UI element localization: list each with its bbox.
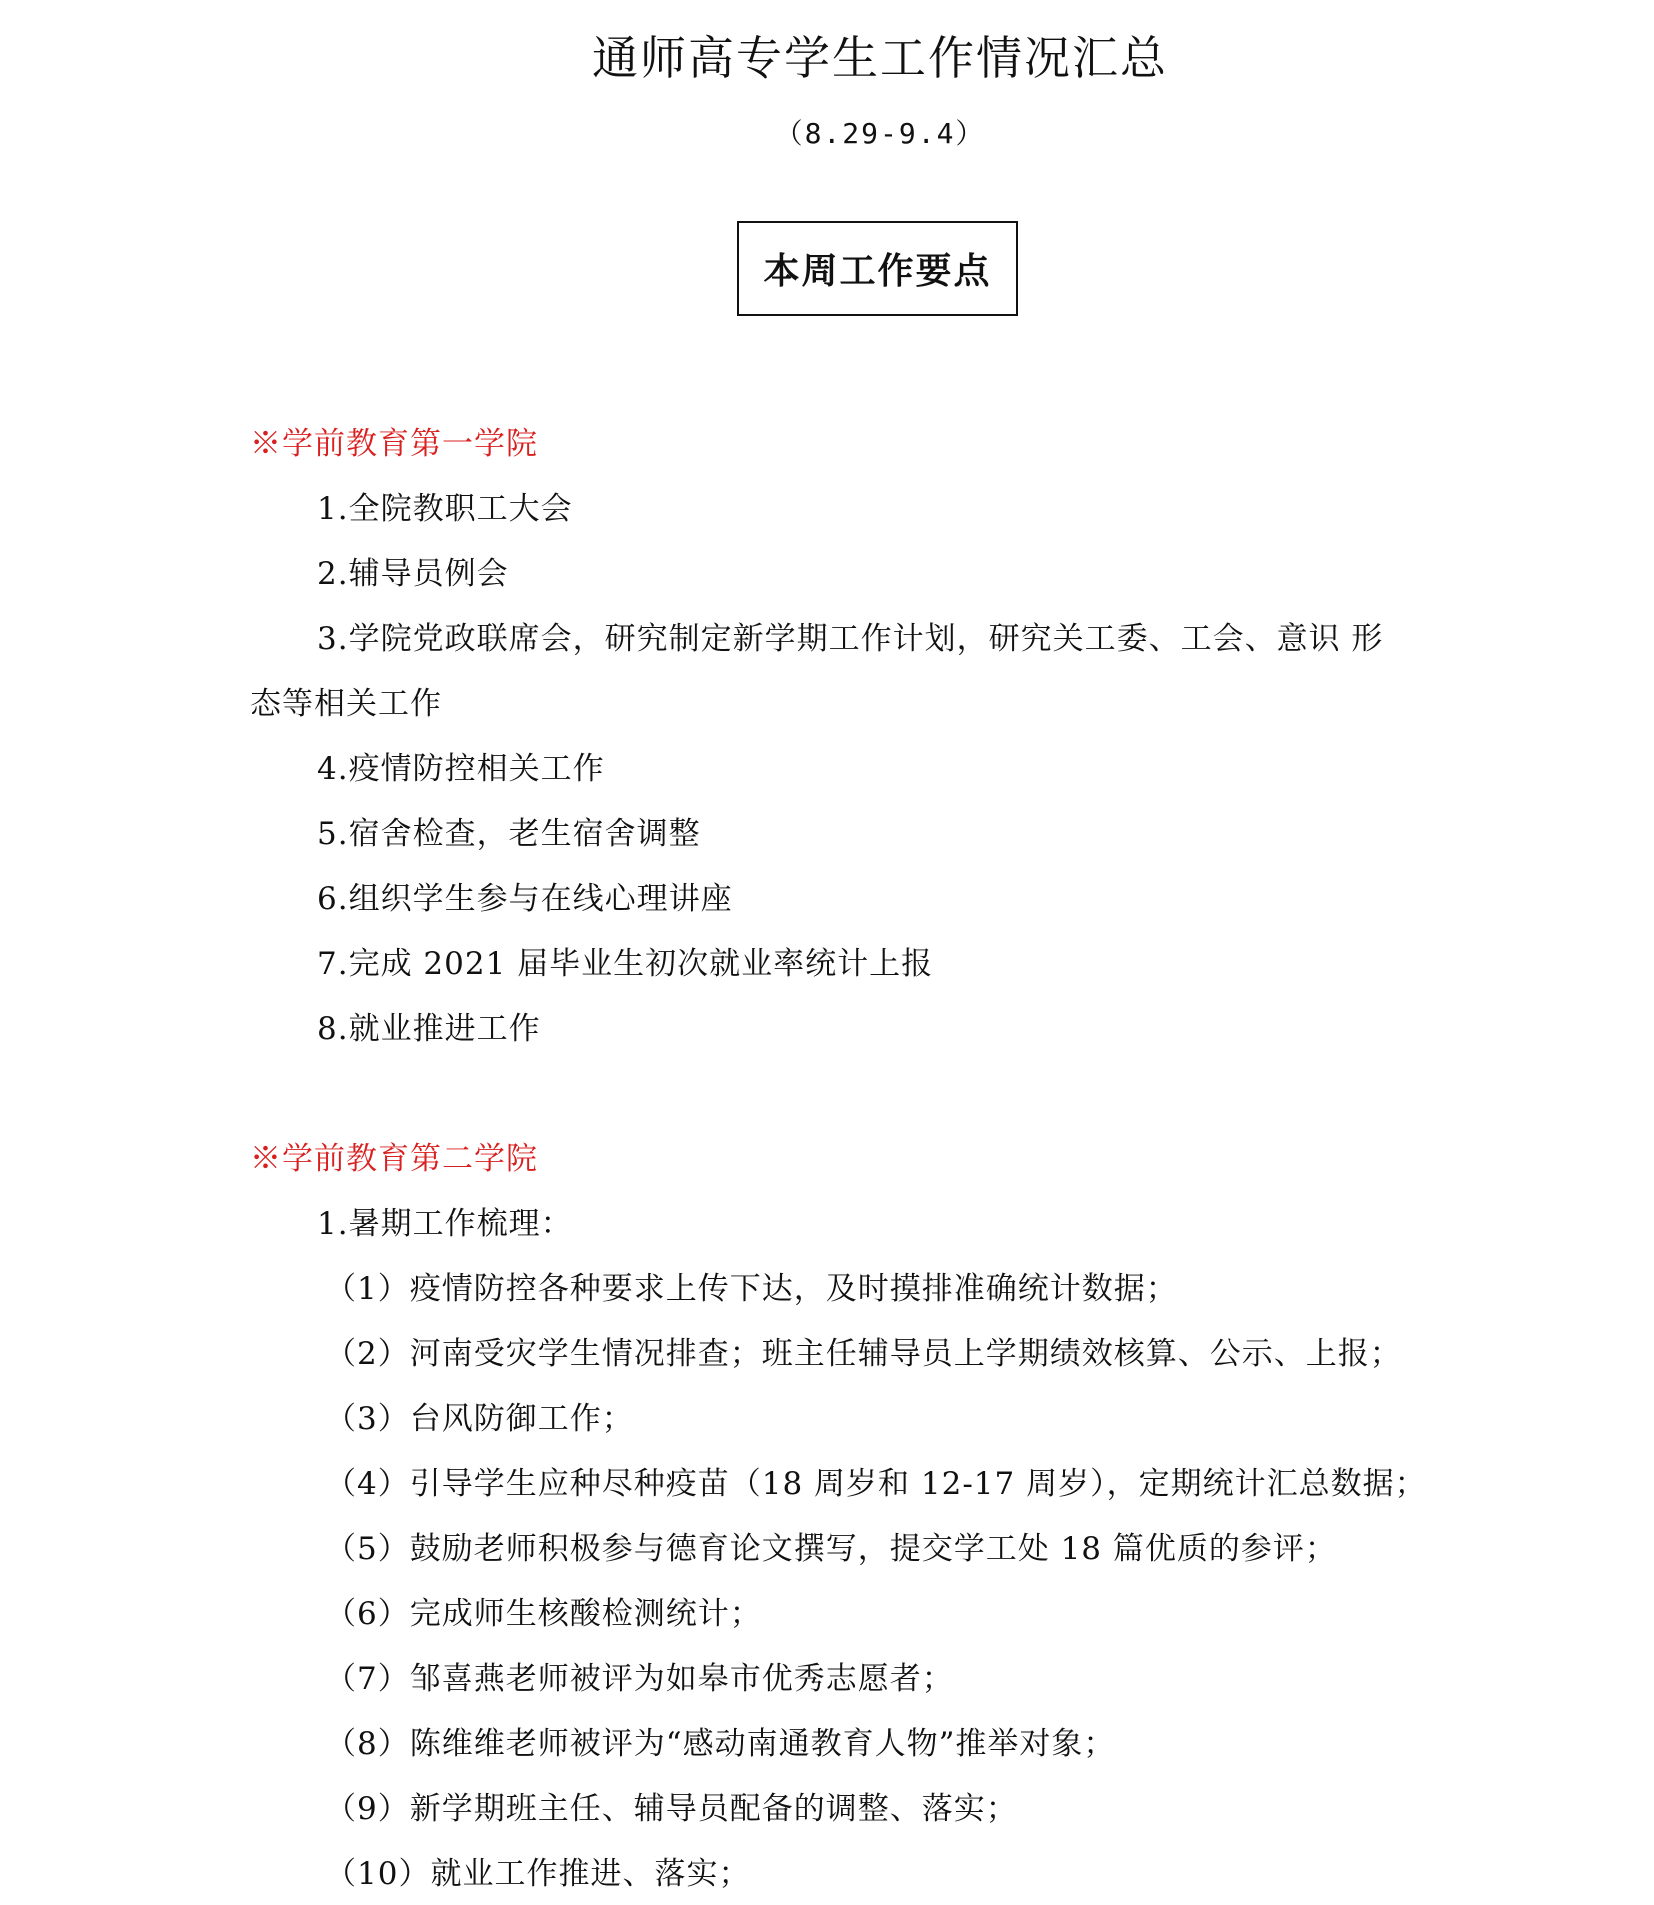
list-item: 2.辅导员例会 [317,556,509,592]
section-heading-college-2: ※学前教育第二学院 [250,1141,538,1177]
list-subitem: （4）引导学生应种尽种疫苗（18 周岁和 12-17 周岁），定期统计汇总数据； [325,1466,1427,1502]
list-subitem: （5）鼓励老师积极参与德育论文撰写，提交学工处 18 篇优质的参评； [325,1531,1337,1567]
list-subitem: （8）陈维维老师被评为“感动南通教育人物”推举对象； [325,1726,1116,1762]
section-heading-college-1: ※学前教育第一学院 [250,426,538,462]
list-item: 1.暑期工作梳理： [317,1206,573,1242]
list-item: 3.学院党政联席会，研究制定新学期工作计划，研究关工委、工会、意识 形 [317,621,1384,657]
list-subitem: （10）就业工作推进、落实； [325,1856,751,1892]
weekly-highlights-box: 本周工作要点 [737,221,1018,316]
document-title: 通师高专学生工作情况汇总 [592,31,1168,85]
list-subitem: （7）邹喜燕老师被评为如皋市优秀志愿者； [325,1661,954,1697]
list-subitem: （1）疫情防控各种要求上传下达，及时摸排准确统计数据； [325,1271,1178,1307]
list-item: 6.组织学生参与在线心理讲座 [317,881,733,917]
list-item: 8.就业推进工作 [317,1011,541,1047]
list-item: 5.宿舍检查，老生宿舍调整 [317,816,701,852]
date-range: （8.29-9.4） [774,117,986,150]
list-item: 1.全院教职工大会 [317,491,573,527]
list-item-continuation: 态等相关工作 [250,686,442,722]
list-subitem: （6）完成师生核酸检测统计； [325,1596,762,1632]
list-item: 4.疫情防控相关工作 [317,751,605,787]
list-subitem: （9）新学期班主任、辅导员配备的调整、落实； [325,1791,1018,1827]
list-subitem: （2）河南受灾学生情况排查；班主任辅导员上学期绩效核算、公示、上报； [325,1336,1402,1372]
list-subitem: （3）台风防御工作； [325,1401,634,1437]
list-item: 7.完成 2021 届毕业生初次就业率统计上报 [317,946,934,982]
